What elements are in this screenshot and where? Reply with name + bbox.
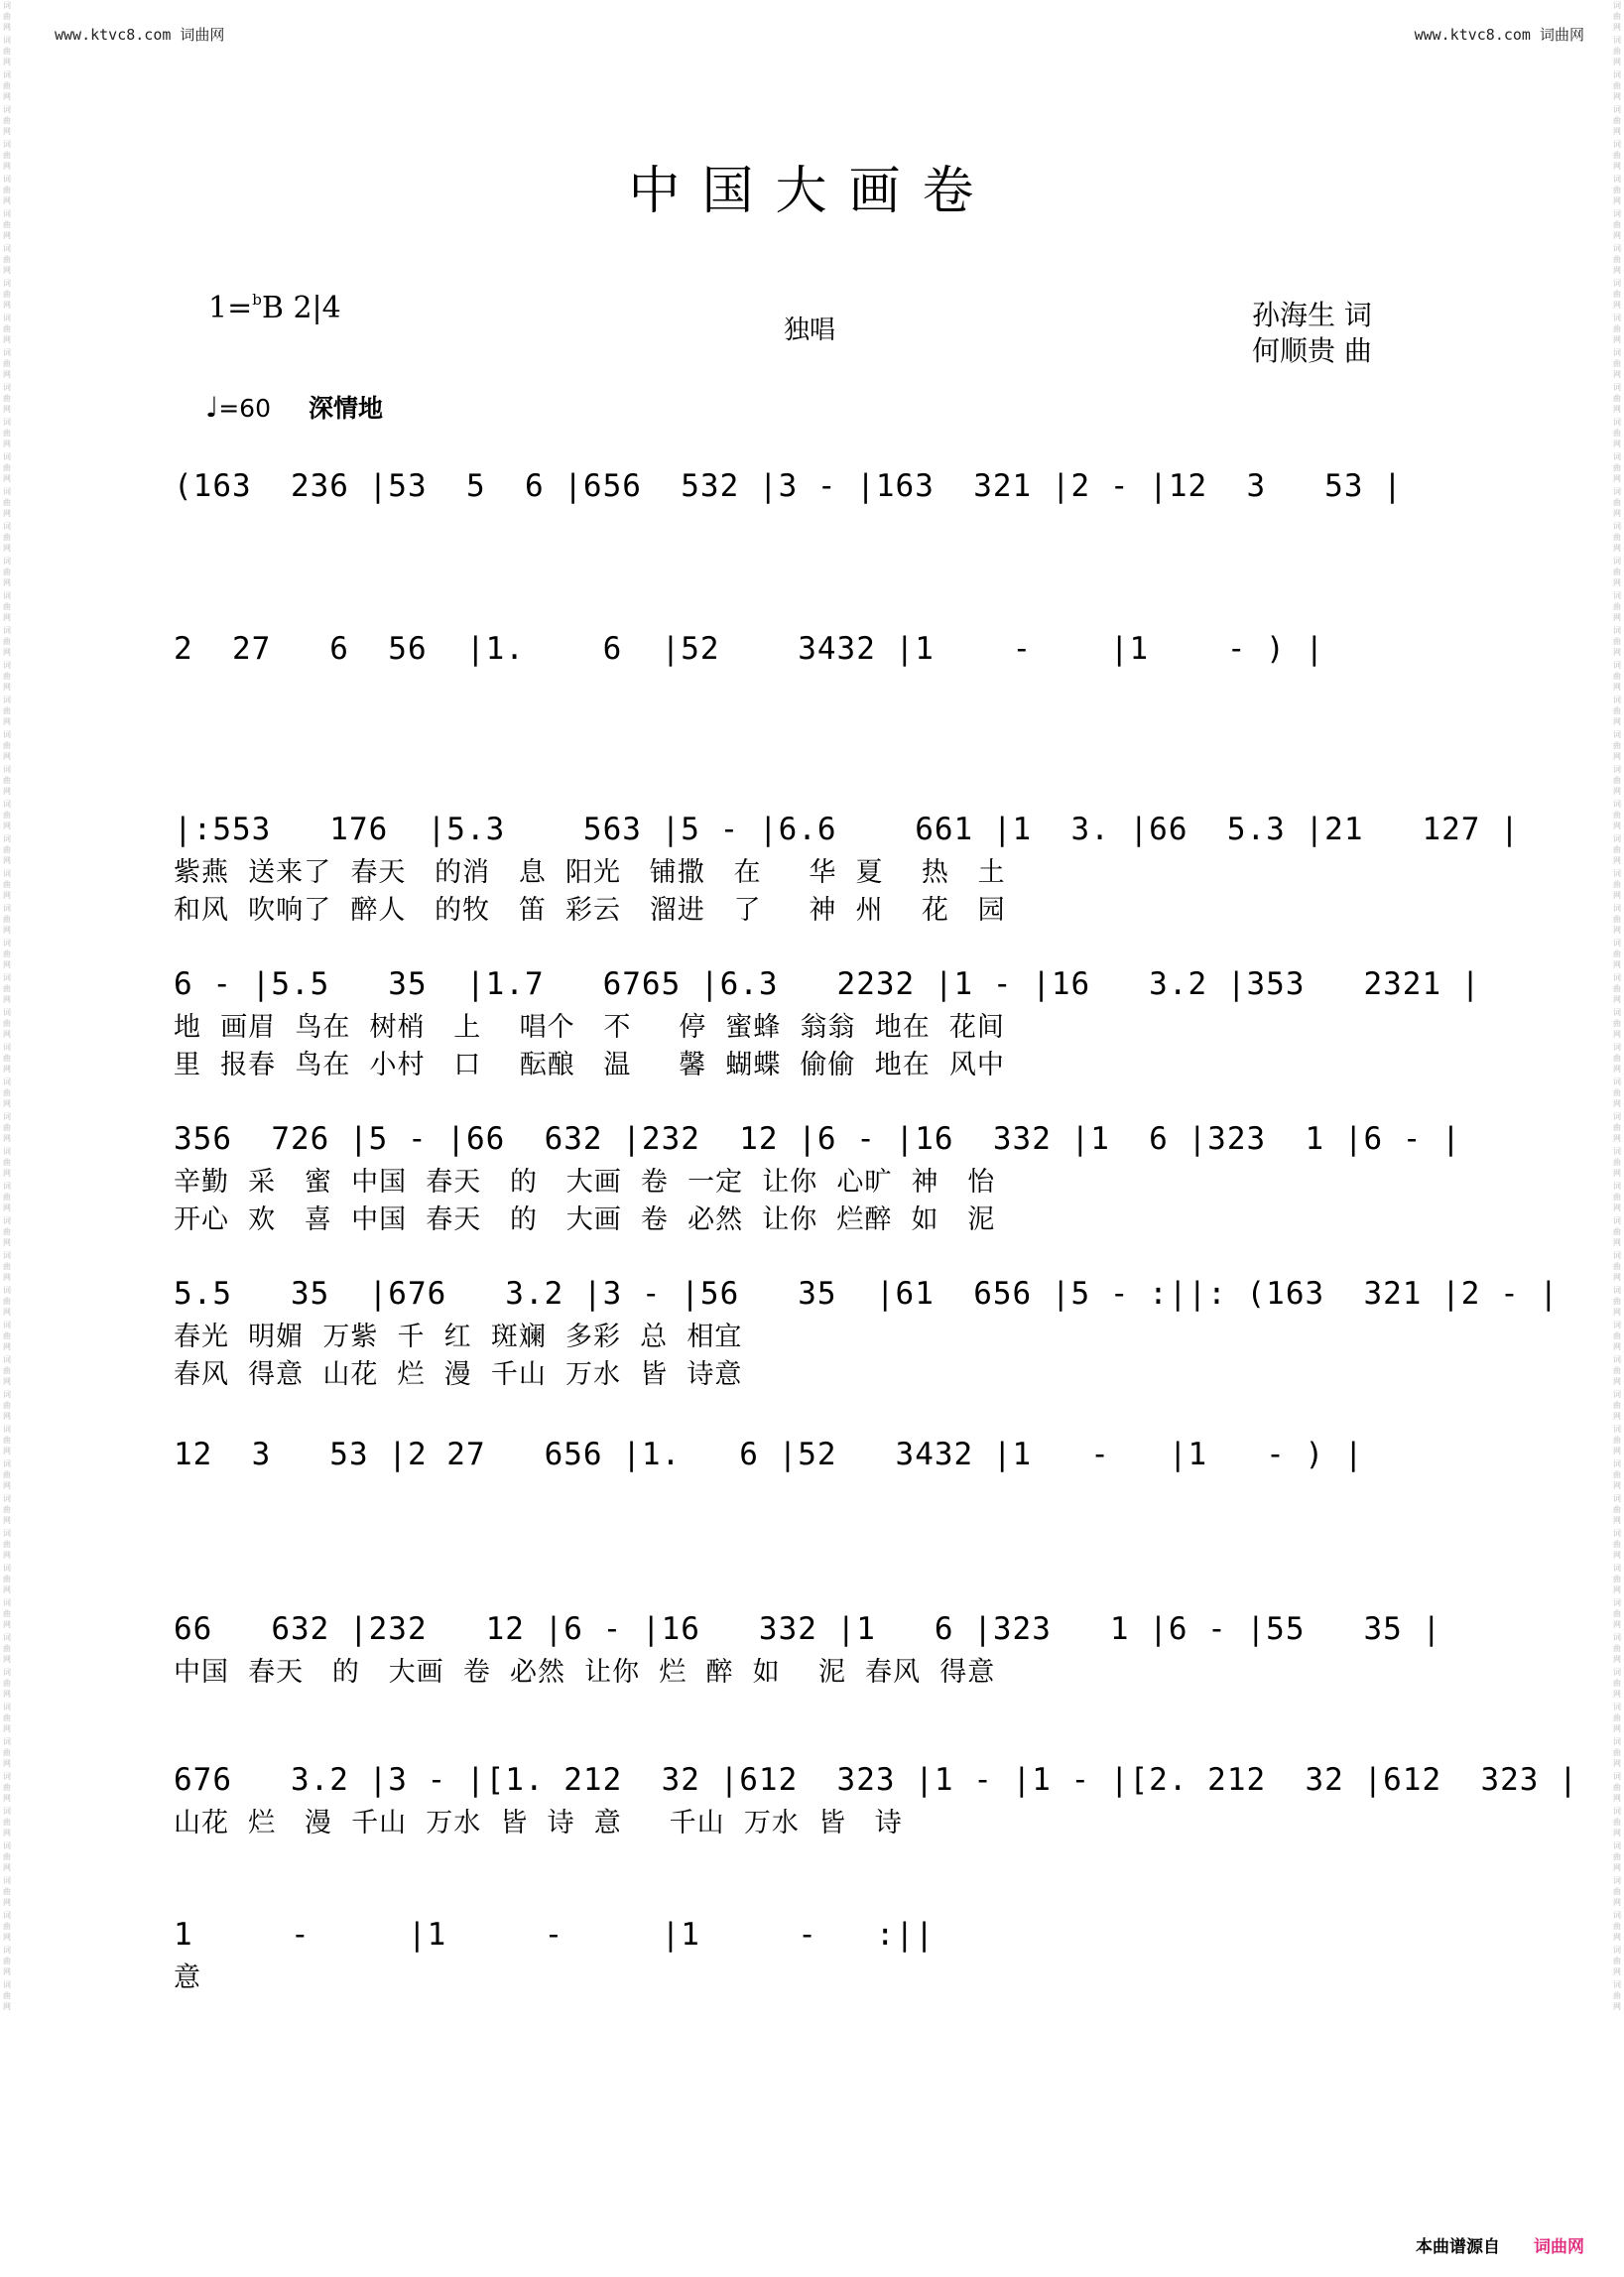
- notation-line: (163 236 |53 5 6 |656 532 |3 - |163 321 |2 - |12 3 53 |: [174, 468, 1403, 504]
- score-system: [174, 1604, 1463, 1755]
- lyricist-credit: 孙海生 词: [1252, 299, 1372, 331]
- watermark-text: 词曲网: [3, 1, 11, 32]
- watermark-text: 词曲网: [1613, 1077, 1621, 1108]
- lyric-line: 里 报春 鸟在 小村 口 酝酿 温 馨 蝴蝶 偷偷 地在 风中: [174, 1050, 1005, 1080]
- watermark-text: 词曲网: [3, 1564, 11, 1594]
- watermark-text: 词曲网: [3, 591, 11, 622]
- watermark-text: 词曲网: [3, 1286, 11, 1317]
- watermark-text: 词曲网: [1613, 1772, 1621, 1803]
- watermark-text: 词曲网: [3, 1182, 11, 1212]
- performance-type: 独唱: [784, 316, 836, 345]
- watermark-text: 词曲网: [3, 1425, 11, 1455]
- watermark-text: 词曲网: [3, 1529, 11, 1560]
- watermark-text: 词曲网: [1613, 1807, 1621, 1837]
- watermark-text: 词曲网: [3, 557, 11, 587]
- watermark-text: 词曲网: [3, 1876, 11, 1907]
- watermark-text: 词曲网: [1613, 1529, 1621, 1560]
- score-system: [174, 1114, 1463, 1269]
- watermark-text: 词曲网: [1613, 418, 1621, 448]
- watermark-text: 词曲网: [1613, 36, 1621, 66]
- lyric-line: 意: [174, 1962, 201, 1993]
- watermark-text: 词曲网: [3, 1077, 11, 1108]
- watermark-text: 词曲网: [3, 973, 11, 1004]
- watermark-text: 词曲网: [3, 418, 11, 448]
- watermark-text: 词曲网: [1613, 800, 1621, 830]
- watermark-text: 词曲网: [1613, 1946, 1621, 1976]
- lyric-line: 地 画眉 鸟在 树梢 上 唱个 不 停 蜜蜂 翁翁 地在 花间: [174, 1012, 1005, 1043]
- watermark-text: 词曲网: [1613, 1390, 1621, 1421]
- watermark-text: 词曲网: [1613, 1737, 1621, 1768]
- header-left-url: www.ktvc8.com 词曲网: [55, 26, 225, 44]
- score-system: [174, 959, 1481, 1114]
- watermark-text: 词曲网: [3, 939, 11, 969]
- watermark-text: 词曲网: [3, 1668, 11, 1699]
- key-prefix: 1=: [208, 291, 253, 325]
- watermark-text: 词曲网: [1613, 1876, 1621, 1907]
- watermark-text: 词曲网: [1613, 1633, 1621, 1664]
- watermark-text: 词曲网: [1613, 834, 1621, 865]
- lyric-line: 辛勤 采 蜜 中国 春天 的 大画 卷 一定 让你 心旷 神 怡: [174, 1167, 996, 1198]
- watermark-text: 词曲网: [1613, 591, 1621, 622]
- watermark-text: 词曲网: [1613, 696, 1621, 726]
- watermark-text: 词曲网: [3, 1946, 11, 1976]
- watermark-text: 词曲网: [1613, 314, 1621, 344]
- notation-line: 12 3 53 |2 27 656 |1. 6 |52 3432 |1 - |1 - ) |: [174, 1437, 1364, 1472]
- watermark-text: 词曲网: [3, 1043, 11, 1074]
- watermark-text: 词曲网: [1613, 1251, 1621, 1282]
- watermark-text: 词曲网: [1613, 70, 1621, 101]
- watermark-text: 词曲网: [1613, 1355, 1621, 1386]
- score-system: [174, 1910, 1463, 2035]
- lyric-line: 中国 春天 的 大画 卷 必然 让你 烂 醉 如 泥 春风 得意: [174, 1657, 996, 1688]
- watermark-text: 词曲网: [1613, 904, 1621, 935]
- time-signature: 2|4: [293, 291, 341, 325]
- watermark-text: 词曲网: [3, 487, 11, 518]
- lyric-line: 春光 明媚 万紫 千 红 斑斓 多彩 总 相宜: [174, 1322, 743, 1352]
- flat-sign: b: [252, 291, 262, 309]
- watermark-text: 词曲网: [3, 1980, 11, 2011]
- watermark-text: 词曲网: [1613, 557, 1621, 587]
- score-system: [174, 461, 1463, 624]
- footer-brand-logo: 词曲网: [1534, 2237, 1584, 2257]
- watermark-text: 词曲网: [1613, 1286, 1621, 1317]
- watermark-text: 词曲网: [3, 1008, 11, 1039]
- watermark-text: 词曲网: [3, 1112, 11, 1143]
- watermark-text: 词曲网: [3, 626, 11, 657]
- key-note: B: [261, 291, 284, 325]
- watermark-text: 词曲网: [3, 105, 11, 136]
- watermark-text: 词曲网: [1613, 939, 1621, 969]
- watermark-text: 词曲网: [3, 1147, 11, 1178]
- watermark-text: 词曲网: [1613, 1598, 1621, 1629]
- watermark-text: 词曲网: [1613, 105, 1621, 136]
- watermark-text: 词曲网: [3, 452, 11, 483]
- watermark-text: 词曲网: [1613, 1494, 1621, 1525]
- watermark-text: 词曲网: [3, 1321, 11, 1351]
- score-system: [174, 805, 1520, 959]
- watermark-text: 词曲网: [1613, 1043, 1621, 1074]
- tempo-marking: [205, 389, 383, 425]
- footer-source: 本曲谱源自: [1416, 2237, 1500, 2257]
- watermark-text: 词曲网: [1613, 1182, 1621, 1212]
- watermark-text: 词曲网: [1613, 973, 1621, 1004]
- watermark-text: 词曲网: [3, 800, 11, 830]
- watermark-text: 词曲网: [1613, 1841, 1621, 1872]
- lyric-line: 紫燕 送来了 春天 的消 息 阳光 铺撒 在 华 夏 热 土: [174, 857, 1006, 888]
- score-system: [174, 1269, 1560, 1430]
- watermark-text: 词曲网: [1613, 279, 1621, 310]
- watermark-text: 词曲网: [3, 1807, 11, 1837]
- watermark-text: 词曲网: [3, 1216, 11, 1247]
- watermark-text: 词曲网: [3, 1633, 11, 1664]
- watermark-text: 词曲网: [1613, 730, 1621, 761]
- watermark-text: 词曲网: [1613, 661, 1621, 692]
- watermark-text: 词曲网: [3, 1841, 11, 1872]
- watermark-text: 词曲网: [1613, 869, 1621, 900]
- watermark-text: 词曲网: [3, 765, 11, 796]
- watermark-text: 词曲网: [1613, 1, 1621, 32]
- watermark-text: 词曲网: [3, 1390, 11, 1421]
- lyric-line: 开心 欢 喜 中国 春天 的 大画 卷 必然 让你 烂醉 如 泥: [174, 1204, 996, 1235]
- left-watermark-strip: [0, 0, 14, 2277]
- watermark-text: 词曲网: [1613, 348, 1621, 379]
- watermark-text: 词曲网: [3, 696, 11, 726]
- watermark-text: 词曲网: [3, 904, 11, 935]
- watermark-text: 词曲网: [1613, 626, 1621, 657]
- watermark-text: 词曲网: [1613, 140, 1621, 171]
- watermark-text: 词曲网: [3, 730, 11, 761]
- watermark-text: 词曲网: [3, 348, 11, 379]
- watermark-text: 词曲网: [1613, 1425, 1621, 1455]
- watermark-text: 词曲网: [3, 175, 11, 205]
- watermark-text: 词曲网: [1613, 209, 1621, 240]
- watermark-text: 词曲网: [3, 869, 11, 900]
- watermark-text: 词曲网: [1613, 1321, 1621, 1351]
- watermark-text: 词曲网: [1613, 522, 1621, 553]
- notation-line: 1 - |1 - |1 - :||: [174, 1917, 935, 1953]
- score: [174, 461, 1578, 2035]
- notation-line: 6 - |5.5 35 |1.7 6765 |6.3 2232 |1 - |16 3.2 |353 2321 |: [174, 966, 1481, 1002]
- key-signature: [208, 291, 341, 325]
- score-system: [174, 1430, 1463, 1604]
- watermark-text: 词曲网: [1613, 1459, 1621, 1490]
- watermark-text: 词曲网: [3, 1494, 11, 1525]
- notation-line: 5.5 35 |676 3.2 |3 - |56 35 |61 656 |5 - :||: (163 321 |2 - |: [174, 1276, 1560, 1312]
- footer: [1416, 2232, 1584, 2257]
- watermark-text: 词曲网: [3, 1459, 11, 1490]
- watermark-text: 词曲网: [3, 209, 11, 240]
- watermark-text: 词曲网: [1613, 1216, 1621, 1247]
- score-system: [174, 624, 1463, 805]
- watermark-text: 词曲网: [1613, 1147, 1621, 1178]
- watermark-text: 词曲网: [3, 1355, 11, 1386]
- header-right-url: www.ktvc8.com 词曲网: [1414, 26, 1584, 44]
- lyric-line: 春风 得意 山花 烂 漫 千山 万水 皆 诗意: [174, 1359, 743, 1390]
- notation-line: |:553 176 |5.3 563 |5 - |6.6 661 |1 3. |66 5.3 |21 127 |: [174, 812, 1520, 847]
- watermark-text: 词曲网: [3, 279, 11, 310]
- watermark-text: 词曲网: [1613, 452, 1621, 483]
- song-title: 中国大画卷: [628, 162, 996, 221]
- notation-line: 66 632 |232 12 |6 - |16 332 |1 6 |323 1 |6 - |55 35 |: [174, 1611, 1442, 1647]
- watermark-text: 词曲网: [3, 1251, 11, 1282]
- right-watermark-strip: [1610, 0, 1624, 2277]
- expression-mark: 深情地: [308, 394, 383, 423]
- lyric-line: 山花 烂 漫 千山 万水 皆 诗 意 千山 万水 皆 诗: [174, 1808, 903, 1838]
- watermark-text: 词曲网: [1613, 1112, 1621, 1143]
- watermark-text: 词曲网: [3, 314, 11, 344]
- lyric-line: 和风 吹响了 醉人 的牧 笛 彩云 溜进 了 神 州 花 园: [174, 895, 1006, 926]
- watermark-text: 词曲网: [3, 834, 11, 865]
- watermark-text: 词曲网: [1613, 487, 1621, 518]
- watermark-text: 词曲网: [1613, 244, 1621, 275]
- watermark-text: 词曲网: [3, 383, 11, 414]
- watermark-text: 词曲网: [3, 1911, 11, 1942]
- watermark-text: 词曲网: [3, 1772, 11, 1803]
- watermark-text: 词曲网: [3, 36, 11, 66]
- credits: [1252, 298, 1372, 369]
- watermark-text: 词曲网: [3, 1703, 11, 1733]
- quarter-note-icon: ♩: [205, 391, 219, 424]
- watermark-text: 词曲网: [1613, 175, 1621, 205]
- watermark-text: 词曲网: [1613, 1703, 1621, 1733]
- watermark-text: 词曲网: [1613, 1911, 1621, 1942]
- watermark-text: 词曲网: [1613, 765, 1621, 796]
- watermark-text: 词曲网: [1613, 1980, 1621, 2011]
- watermark-text: 词曲网: [1613, 1668, 1621, 1699]
- watermark-text: 词曲网: [1613, 383, 1621, 414]
- watermark-text: 词曲网: [1613, 1564, 1621, 1594]
- notation-line: 2 27 6 56 |1. 6 |52 3432 |1 - |1 - ) |: [174, 631, 1325, 667]
- watermark-text: 词曲网: [3, 522, 11, 553]
- composer-credit: 何顺贵 曲: [1252, 334, 1372, 367]
- watermark-text: 词曲网: [3, 70, 11, 101]
- watermark-text: 词曲网: [3, 661, 11, 692]
- watermark-text: 词曲网: [3, 1737, 11, 1768]
- watermark-text: 词曲网: [3, 244, 11, 275]
- tempo-bpm: =60: [218, 394, 271, 423]
- notation-line: 356 726 |5 - |66 632 |232 12 |6 - |16 332 |1 6 |323 1 |6 - |: [174, 1121, 1461, 1157]
- score-system: [174, 1755, 1578, 1910]
- watermark-text: 词曲网: [1613, 1008, 1621, 1039]
- notation-line: 676 3.2 |3 - |[1. 212 32 |612 323 |1 - |1 - |[2. 212 32 |612 323 |: [174, 1762, 1578, 1798]
- watermark-text: 词曲网: [3, 140, 11, 171]
- watermark-text: 词曲网: [3, 1598, 11, 1629]
